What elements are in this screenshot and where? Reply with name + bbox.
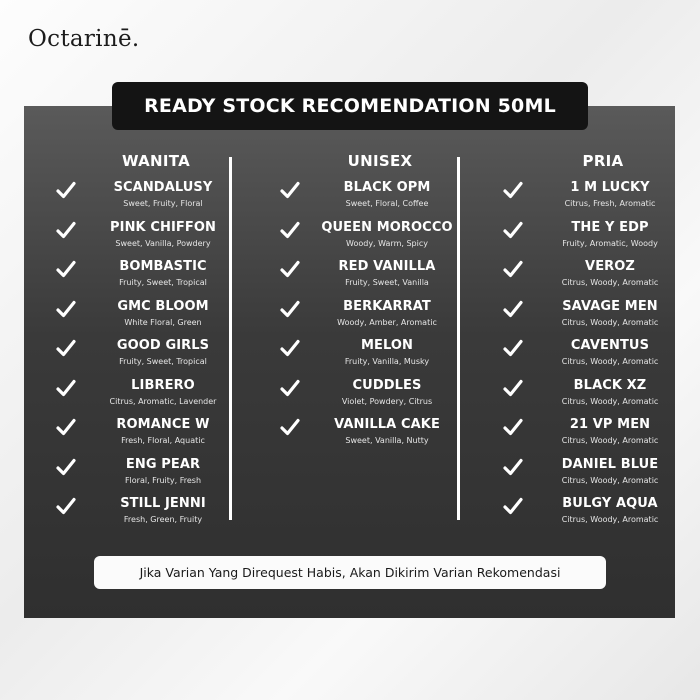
- perfume-notes: Fruity, Sweet, Vanilla: [345, 278, 429, 287]
- perfume-name: SAVAGE MEN: [562, 298, 658, 314]
- perfume-name: VEROZ: [585, 259, 635, 274]
- perfume-item: [503, 376, 700, 416]
- perfume-notes: Fruity, Aromatic, Woody: [562, 238, 658, 248]
- perfume-name: MELON: [360, 338, 414, 353]
- perfume-item: [56, 494, 256, 534]
- perfume-item: [56, 257, 256, 297]
- page-title: READY STOCK RECOMENDATION 50ML: [144, 95, 556, 117]
- perfume-notes: Sweet, Floral, Coffee: [345, 199, 429, 208]
- perfume-name: GOOD GIRLS: [116, 338, 210, 353]
- perfume-notes: Violet, Powdery, Citrus: [341, 396, 433, 406]
- perfume-notes: Sweet, Vanilla, Nutty: [345, 436, 429, 445]
- perfume-item: [503, 257, 700, 297]
- perfume-name: 21 VP MEN: [569, 417, 651, 432]
- perfume-notes: Citrus, Woody, Aromatic: [561, 357, 659, 366]
- perfume-notes: Woody, Warm, Spicy: [346, 238, 428, 248]
- perfume-item: [503, 455, 700, 495]
- perfume-name: CAVENTUS: [570, 338, 650, 353]
- perfume-notes: Woody, Amber, Aromatic: [337, 317, 437, 327]
- perfume-item: [503, 218, 700, 258]
- perfume-item: [56, 336, 256, 376]
- perfume-name: QUEEN MOROCCO: [321, 219, 453, 235]
- perfume-name: BULGY AQUA: [562, 496, 658, 511]
- column-pria: [503, 152, 700, 534]
- perfume-notes: White Floral, Green: [124, 317, 202, 327]
- perfume-notes: Sweet, Fruity, Floral: [123, 199, 203, 208]
- perfume-notes: Fresh, Floral, Aquatic: [121, 436, 205, 445]
- perfume-item: [56, 218, 256, 258]
- perfume-name: RED VANILLA: [338, 259, 436, 274]
- perfume-item: [280, 415, 480, 455]
- column-unisex: [280, 152, 480, 455]
- title-banner: [112, 82, 588, 130]
- column-heading: UNISEX: [347, 152, 413, 170]
- perfume-notes: Fruity, Sweet, Tropical: [119, 357, 207, 366]
- perfume-name: PINK CHIFFON: [110, 219, 216, 235]
- perfume-item: [503, 494, 700, 534]
- perfume-item: [503, 415, 700, 455]
- perfume-name: GMC BLOOM: [117, 298, 209, 314]
- brand-logo: Octarinē.: [28, 26, 140, 52]
- perfume-item: [280, 297, 480, 337]
- perfume-notes: Citrus, Woody, Aromatic: [561, 396, 659, 406]
- perfume-name: CUDDLES: [352, 377, 422, 393]
- perfume-name: BLACK XZ: [573, 377, 647, 393]
- perfume-item: [280, 178, 480, 218]
- perfume-name: BERKARRAT: [343, 298, 431, 314]
- perfume-notes: Citrus, Woody, Aromatic: [561, 515, 659, 524]
- column-heading: WANITA: [121, 152, 191, 170]
- perfume-notes: Citrus, Fresh, Aromatic: [564, 199, 656, 208]
- perfume-item: [56, 376, 256, 416]
- perfume-name: DANIEL BLUE: [561, 456, 659, 472]
- footer-note: [94, 556, 606, 589]
- perfume-item: [280, 376, 480, 416]
- perfume-name: LIBRERO: [131, 377, 195, 393]
- perfume-item: [503, 336, 700, 376]
- perfume-name: STILL JENNI: [120, 496, 206, 511]
- perfume-name: BOMBASTIC: [119, 259, 207, 274]
- perfume-notes: Sweet, Vanilla, Powdery: [115, 238, 211, 248]
- perfume-notes: Fruity, Sweet, Tropical: [119, 278, 207, 287]
- perfume-name: VANILLA CAKE: [334, 417, 440, 432]
- footer-text: Jika Varian Yang Direquest Habis, Akan Dikirim Varian Rekomendasi: [139, 565, 561, 580]
- perfume-name: ENG PEAR: [125, 456, 201, 472]
- perfume-item: [56, 415, 256, 455]
- perfume-item: [280, 218, 480, 258]
- perfume-notes: Fruity, Vanilla, Musky: [344, 357, 430, 366]
- perfume-item: [280, 257, 480, 297]
- perfume-item: [280, 336, 480, 376]
- perfume-name: SCANDALUSY: [113, 180, 213, 195]
- perfume-item: [56, 178, 256, 218]
- perfume-notes: Citrus, Woody, Aromatic: [561, 317, 659, 327]
- perfume-item: [503, 178, 700, 218]
- perfume-notes: Citrus, Aromatic, Lavender: [109, 396, 217, 406]
- perfume-item: [56, 455, 256, 495]
- perfume-notes: Citrus, Woody, Aromatic: [561, 278, 659, 287]
- column-heading: PRIA: [582, 152, 624, 170]
- perfume-item: [503, 297, 700, 337]
- perfume-name: THE Y EDP: [571, 219, 649, 235]
- perfume-notes: Floral, Fruity, Fresh: [124, 475, 202, 485]
- perfume-item: [56, 297, 256, 337]
- perfume-name: ROMANCE W: [116, 417, 210, 432]
- perfume-notes: Citrus, Woody, Aromatic: [561, 436, 659, 445]
- perfume-name: BLACK OPM: [343, 180, 431, 195]
- column-wanita: [56, 152, 256, 534]
- perfume-notes: Fresh, Green, Fruity: [123, 515, 203, 524]
- perfume-notes: Citrus, Woody, Aromatic: [561, 475, 659, 485]
- perfume-name: 1 M LUCKY: [570, 180, 650, 195]
